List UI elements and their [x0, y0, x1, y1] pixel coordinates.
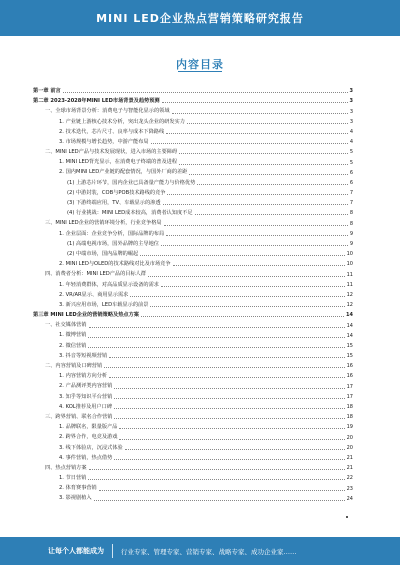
toc-entry-page: 15 — [346, 353, 353, 360]
toc-entry-page: 15 — [346, 342, 353, 349]
toc-entry-label: 1. 微博营销 — [59, 332, 87, 339]
toc-leader-dots — [179, 153, 348, 154]
toc-leader-dots — [119, 428, 344, 429]
toc-leader-dots — [88, 479, 344, 480]
toc-entry-label: 4. KOL推荐及用户口碑 — [59, 403, 113, 410]
toc-leader-dots — [167, 194, 347, 195]
toc-entry-page: 7 — [349, 190, 353, 197]
toc-entry[interactable] — [33, 94, 353, 104]
toc-entry-label: 3. 线下体验店，沉浸式体验 — [59, 444, 123, 451]
toc-entry[interactable] — [33, 186, 353, 196]
toc-entry[interactable] — [33, 492, 353, 502]
toc-entry[interactable] — [33, 329, 353, 339]
toc-leader-dots — [88, 337, 344, 338]
toc-leader-dots — [195, 214, 348, 215]
toc-entry-label: 第一章 前言 — [33, 87, 61, 94]
toc-entry[interactable] — [33, 145, 353, 155]
toc-entry[interactable] — [33, 349, 353, 359]
toc-entry[interactable] — [33, 247, 353, 257]
toc-leader-dots — [119, 439, 344, 440]
toc-entry-label: 第三章 MINI LED企业的营销策略及热点方案 — [33, 312, 139, 319]
toc-entry-label: 一、社交媒体营销 — [45, 322, 87, 329]
toc-leader-dots — [150, 306, 344, 307]
toc-entry[interactable] — [33, 267, 353, 277]
toc-leader-dots — [89, 327, 345, 328]
toc-heading: 内容目录 — [176, 58, 224, 71]
toc-entry-label: 一、全球市场背景分析：消费电子与智能化显示的领域 — [45, 108, 170, 115]
toc-leader-dots — [109, 357, 345, 358]
toc-entry-page: 24 — [346, 495, 353, 502]
toc-entry-label: (2) 中端市场，国内品牌的崛起 — [67, 250, 139, 257]
toc-entry-label: 3. 新兴应用市场，LED车载显示的前景 — [59, 301, 149, 308]
toc-entry-page: 17 — [346, 383, 353, 390]
toc-entry-page: 3 — [349, 88, 353, 95]
report-footer-bar — [0, 537, 400, 565]
toc-entry-page: 12 — [346, 291, 353, 298]
toc-leader-dots — [99, 490, 345, 491]
toc-entry-page: 20 — [346, 444, 353, 451]
toc-leader-dots — [141, 316, 344, 317]
toc-entry-page: 14 — [346, 322, 353, 329]
toc-entry-label: 1. 内容营销方向分析 — [59, 373, 108, 380]
table-of-contents — [33, 84, 353, 502]
toc-entry-label: 二、内容营销及口碑营销 — [45, 363, 103, 370]
toc-entry[interactable] — [33, 390, 353, 400]
footer-divider — [112, 544, 113, 558]
toc-leader-dots — [130, 296, 344, 297]
toc-entry-page: 7 — [349, 200, 353, 207]
toc-entry[interactable] — [33, 278, 353, 288]
toc-leader-dots — [179, 164, 348, 165]
toc-entry-page: 21 — [346, 454, 353, 461]
toc-leader-dots — [189, 174, 347, 175]
toc-leader-dots — [161, 286, 345, 287]
toc-entry[interactable] — [33, 400, 353, 410]
toc-entry-label: 2. 跨界合作，电竞及游戏 — [59, 434, 118, 441]
toc-entry-page: 6 — [349, 169, 353, 176]
toc-leader-dots — [140, 255, 344, 256]
toc-entry[interactable] — [33, 481, 353, 491]
toc-leader-dots — [163, 204, 348, 205]
toc-entry-label: 2. VR/AR显示、商用显示需求 — [59, 291, 129, 298]
toc-entry-page: 6 — [349, 179, 353, 186]
toc-entry[interactable] — [33, 471, 353, 481]
toc-entry[interactable] — [33, 410, 353, 420]
toc-entry-label: 3. 市场规模与增长趋势，中游产能布局 — [59, 138, 149, 145]
toc-entry-page: 10 — [346, 251, 353, 258]
toc-entry-page: 5 — [349, 149, 353, 156]
toc-entry-page: 16 — [346, 373, 353, 380]
toc-leader-dots — [162, 102, 348, 103]
toc-entry[interactable] — [33, 206, 353, 216]
toc-entry[interactable] — [33, 125, 353, 135]
toc-heading-underline — [178, 71, 222, 72]
toc-entry[interactable] — [33, 288, 353, 298]
toc-entry[interactable] — [33, 379, 353, 389]
toc-entry-label: 四、消费者分析：MINI LED产品的目标人群 — [45, 271, 147, 278]
toc-entry-page: 12 — [346, 302, 353, 309]
toc-leader-dots — [173, 265, 345, 266]
toc-entry-label: (3) 下游终端应用，TV、车载显示的渗透 — [67, 200, 161, 207]
toc-leader-dots — [89, 469, 345, 470]
toc-entry-label: 2. 国内MINI LED产业链的配套情况，与国外厂商的差距 — [59, 169, 188, 176]
toc-entry-page: 3 — [349, 118, 353, 125]
toc-entry-label: 1. 产业链上游核心技术分析，突出龙头企业的研发实力 — [59, 118, 185, 125]
toc-leader-dots — [88, 347, 344, 348]
toc-leader-dots — [104, 367, 345, 368]
toc-entry[interactable] — [33, 451, 353, 461]
toc-entry-label: 1. 节日营销 — [59, 475, 87, 482]
toc-entry[interactable] — [33, 420, 353, 430]
toc-entry-page: 21 — [346, 465, 353, 472]
toc-entry-page: 9 — [349, 241, 353, 247]
toc-leader-dots — [172, 113, 348, 114]
toc-entry-label: 第二章 2023-2028年MINI LED市场背景及趋势预测 — [33, 98, 160, 105]
toc-entry-label: 2. 微信营销 — [59, 342, 87, 349]
toc-leader-dots — [114, 408, 345, 409]
toc-entry-page: 17 — [346, 393, 353, 400]
toc-entry-label: 3. 知乎等知识平台营销 — [59, 393, 113, 400]
toc-leader-dots — [187, 123, 348, 124]
toc-entry[interactable] — [33, 155, 353, 165]
toc-entry[interactable] — [33, 257, 353, 267]
toc-leader-dots — [109, 377, 345, 378]
toc-leader-dots — [114, 418, 344, 419]
toc-entry[interactable] — [33, 318, 353, 328]
toc-leader-dots — [63, 92, 348, 93]
toc-entry-label: (1) 高端电视市场，国外品牌的主导地位 — [67, 240, 159, 247]
toc-leader-dots — [148, 276, 345, 277]
toc-entry-page: 19 — [346, 424, 353, 431]
toc-entry[interactable] — [33, 441, 353, 451]
toc-entry-page: 14 — [346, 312, 353, 319]
toc-entry[interactable] — [33, 196, 353, 206]
toc-entry-page: 16 — [346, 363, 353, 370]
toc-entry-label: 2. MINI LED与OLED的技术路线对比及市场竞争 — [59, 261, 171, 268]
toc-entry[interactable] — [33, 369, 353, 379]
toc-entry-page: 5 — [349, 159, 353, 166]
toc-entry[interactable] — [33, 339, 353, 349]
toc-entry-page: 22 — [346, 475, 353, 482]
page-marker — [346, 516, 348, 518]
toc-entry[interactable] — [33, 298, 353, 308]
toc-entry-label: 2. 体育赛事营销 — [59, 485, 97, 492]
toc-entry[interactable] — [33, 176, 353, 186]
toc-leader-dots — [166, 235, 348, 236]
toc-entry-label: 1. 年轻消费群体，对高品质显示设备的需求 — [59, 281, 159, 288]
toc-entry[interactable] — [33, 115, 353, 125]
toc-entry[interactable] — [33, 308, 353, 318]
toc-entry-label: 1. 企业层面：企业竞争分析，国际品牌的布局 — [59, 230, 165, 237]
toc-entry-page: 3 — [349, 98, 353, 105]
toc-entry-page: 14 — [346, 332, 353, 339]
toc-entry[interactable] — [33, 216, 353, 226]
toc-entry-page: 4 — [349, 128, 353, 135]
toc-entry[interactable] — [33, 430, 353, 440]
toc-entry[interactable] — [33, 359, 353, 369]
footer-tagline: 行业专家、管理专家、营销专家、战略专家、成功企业家…… — [121, 547, 297, 556]
toc-leader-dots — [94, 500, 345, 501]
toc-entry-page: 20 — [346, 434, 353, 441]
toc-entry-label: (1) 上游芯片环节，国内企业已具备量产能力与价格优势 — [67, 179, 196, 186]
toc-entry-page: 10 — [346, 261, 353, 268]
toc-entry-label: 3. 抖音等短视频营销 — [59, 352, 108, 359]
footer-slogan: 让每个人都能成为 — [48, 547, 104, 555]
report-header-bar — [0, 0, 400, 36]
toc-entry-label: 二、MINI LED产品与技术发展现状，进入市场的主要障碍 — [45, 149, 178, 156]
toc-leader-dots — [166, 133, 348, 134]
toc-entry-page: 11 — [346, 271, 353, 278]
toc-entry[interactable] — [33, 104, 353, 114]
toc-entry-page: 9 — [349, 230, 353, 237]
toc-entry-label: 三、跨界营销、联名合作营销 — [45, 413, 113, 420]
toc-leader-dots — [125, 449, 345, 450]
toc-leader-dots — [114, 398, 344, 399]
toc-entry-page: 18 — [346, 414, 353, 421]
toc-entry[interactable] — [33, 237, 353, 247]
toc-entry-page: 8 — [349, 210, 353, 217]
toc-entry-page: 18 — [346, 404, 353, 410]
toc-entry-label: (2) 中游封装，COB与POB技术路线的竞争 — [67, 189, 166, 196]
toc-entry-page: 23 — [346, 485, 353, 492]
toc-leader-dots — [114, 459, 344, 460]
toc-entry-label: (4) 行业挑战：MINI LED成本较高，消费者认知度不足 — [67, 210, 193, 217]
toc-leader-dots — [197, 184, 348, 185]
toc-entry-label: 2. 产品测评类内容营销 — [59, 383, 113, 390]
toc-leader-dots — [164, 225, 348, 226]
toc-entry-label: 4. 事件营销，热点借势 — [59, 454, 113, 461]
toc-entry[interactable] — [33, 166, 353, 176]
toc-leader-dots — [151, 143, 348, 144]
toc-entry-label: 3. 影视剧植入 — [59, 495, 92, 502]
toc-entry[interactable] — [33, 461, 353, 471]
toc-entry-label: 1. MINI LED背光显示，在消费电子终端的普及进程 — [59, 159, 178, 166]
toc-entry-page: 8 — [349, 220, 353, 227]
toc-entry-label: 四、热点营销方案 — [45, 464, 87, 471]
toc-leader-dots — [114, 388, 344, 389]
toc-entry[interactable] — [33, 84, 353, 94]
toc-entry-label: 2. 技术迭代，芯片尺寸、良率与成本下降路线 — [59, 128, 165, 135]
report-title: MINI LED企业热点营销策略研究报告 — [96, 12, 304, 25]
toc-entry-page: 4 — [349, 139, 353, 146]
toc-entry-label: 三、MINI LED企业的营销环境分析，行业竞争格局 — [45, 220, 162, 227]
toc-leader-dots — [161, 245, 348, 246]
toc-entry-page: 11 — [346, 281, 353, 288]
toc-entry[interactable] — [33, 135, 353, 145]
toc-entry-page: 3 — [349, 108, 353, 115]
toc-entry-label: 1. 品牌联名，限量版产品 — [59, 424, 118, 431]
toc-entry[interactable] — [33, 227, 353, 237]
